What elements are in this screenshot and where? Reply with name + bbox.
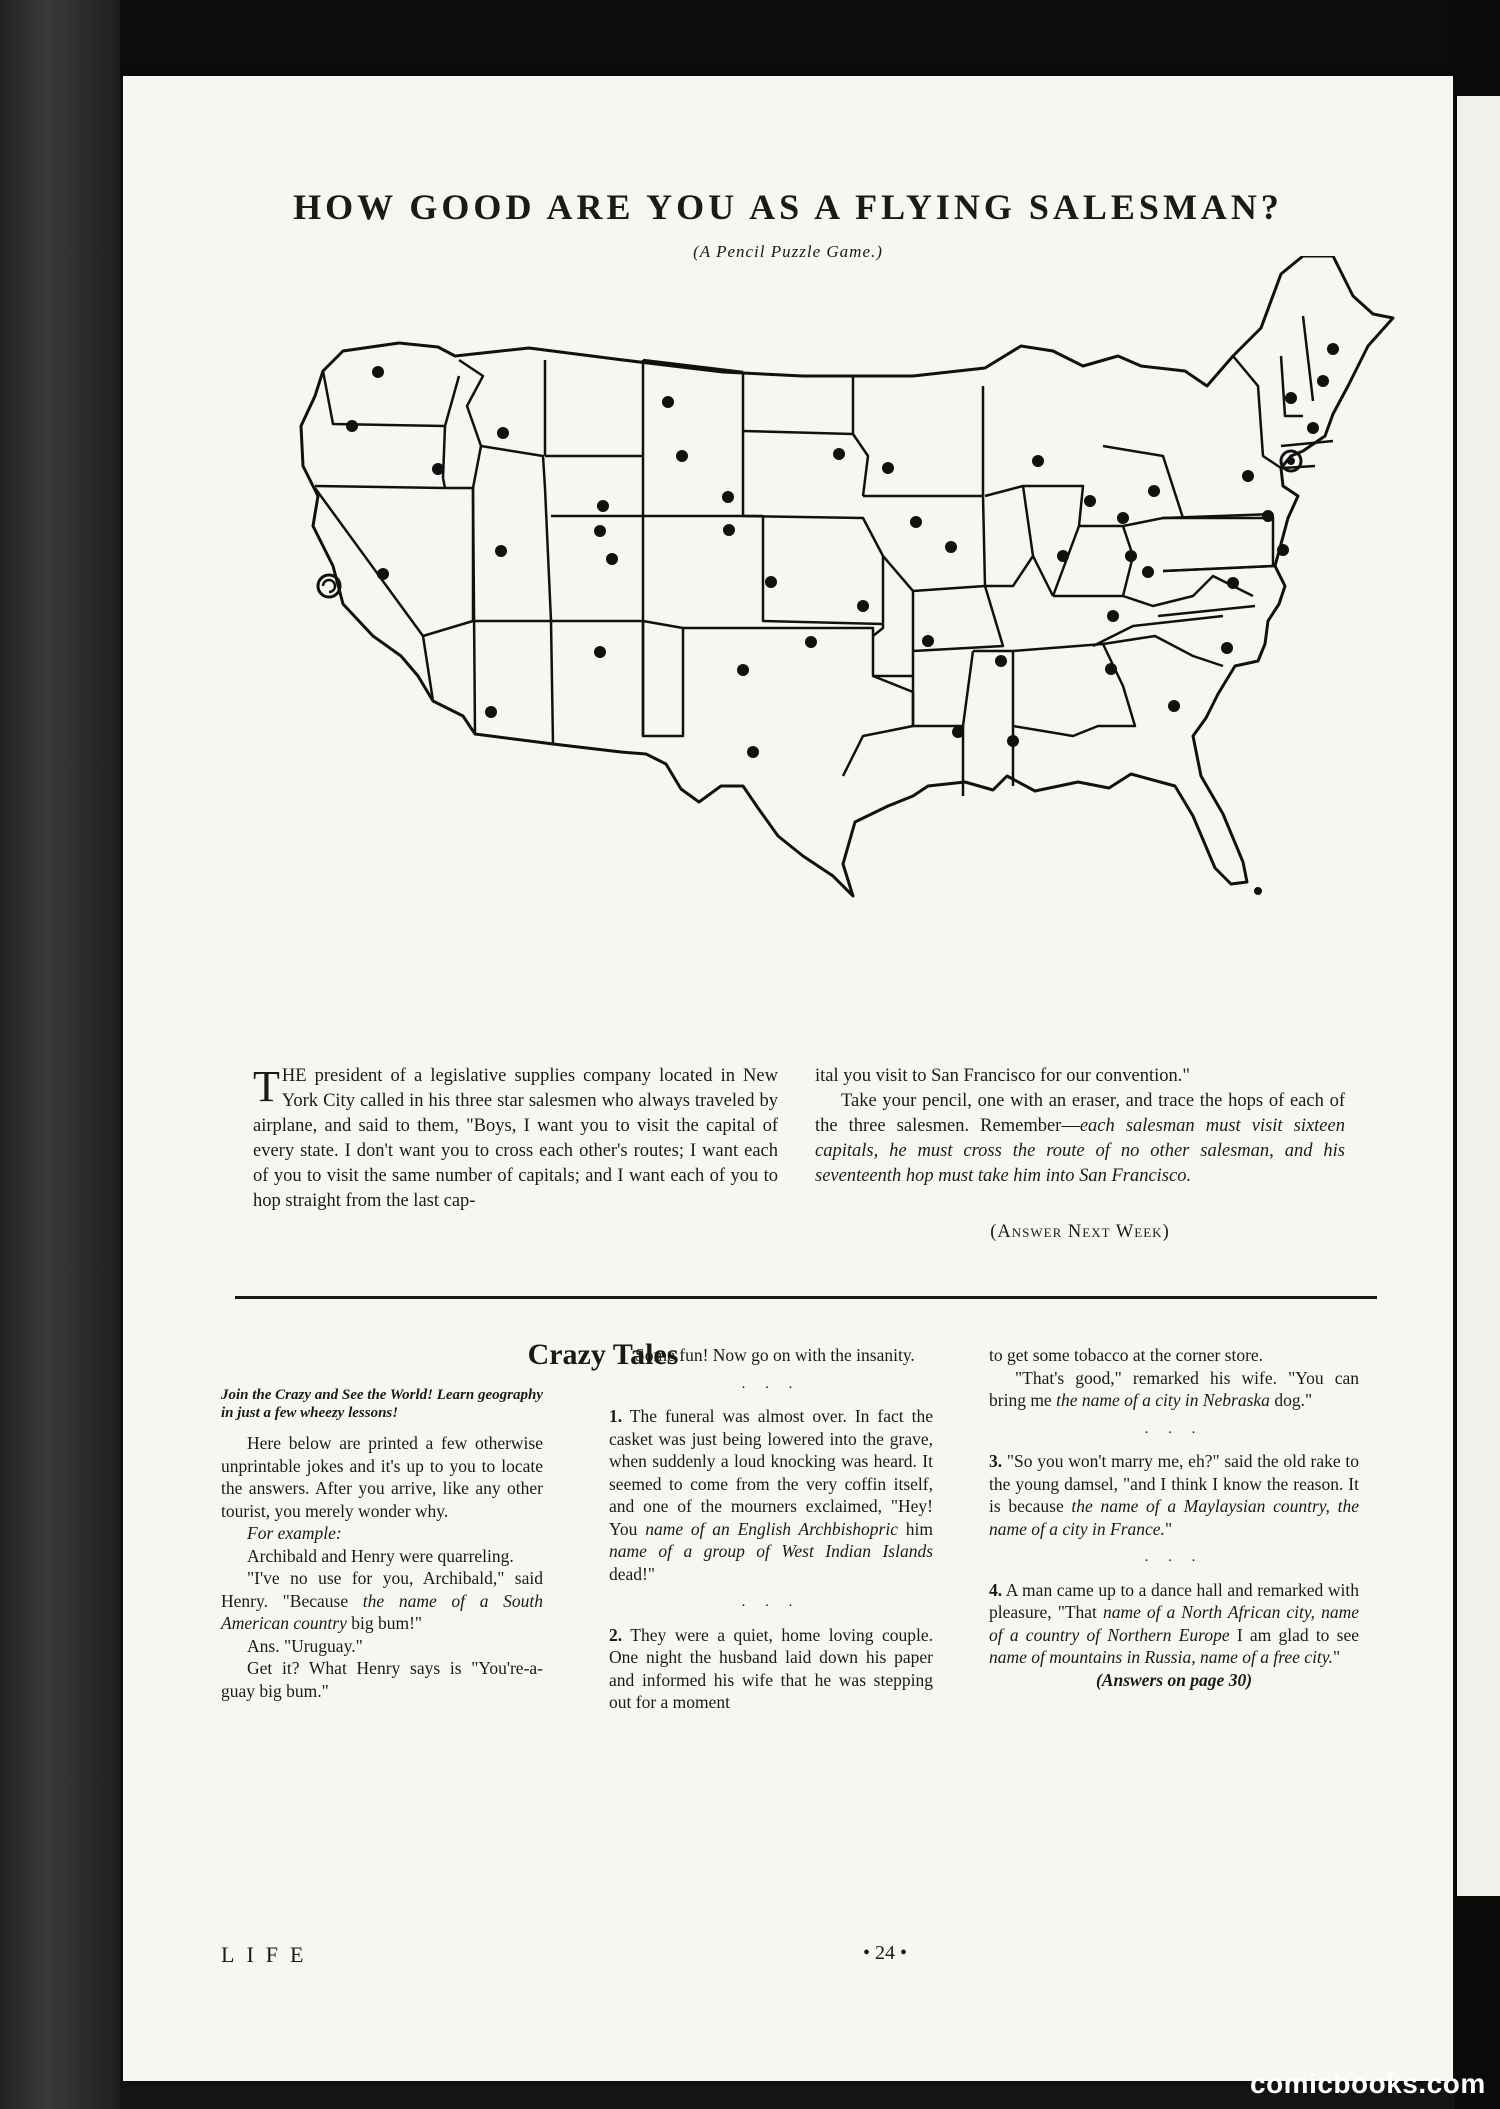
joke-2 [609,1624,933,1714]
drop-cap: T [253,1062,280,1111]
capital-dot [952,726,964,738]
capital-dot [606,553,618,565]
watermark: comicbooks.com [1250,2068,1486,2099]
capital-dot [1057,550,1069,562]
capital-dot [922,635,934,647]
capital-dot [676,450,688,462]
separator-dots: . . . [741,1375,801,1392]
puzzle-intro-right [815,1064,1345,1189]
capital-dot [432,463,444,475]
puzzle-instructions [815,1089,1345,1189]
page-number: • 24 • [863,1942,908,1964]
capital-dot [1107,610,1119,622]
capital-dot [995,655,1007,667]
capital-dot [1317,375,1329,387]
capital-dot [723,524,735,536]
joke-3-clue: the name of a Maylaysian country, the name of a city in France. [989,1496,1359,1539]
capital-dot [1262,510,1274,522]
capital-dot [722,491,734,503]
joke-4-text-e: " [1332,1647,1341,1667]
example-line-1: Archibald and Henry were quarreling. [247,1545,514,1566]
capital-dot [737,664,749,676]
us-outline [301,256,1393,896]
joke-4-clue-1: name of a North African city, name of a country of Northern Europe [989,1602,1359,1645]
example-answer: Ans. "Uruguay." [247,1635,363,1656]
joke-2-number: 2. [609,1624,623,1645]
joke-1-text-e: dead!" [609,1563,656,1584]
capital-dot [833,448,845,460]
capital-dot [594,525,606,537]
crazy-column-3 [989,1344,1359,1691]
joke-2-text-a: They were a quiet, home loving couple. One night the husband laid down his paper and informed his wife that he was stepping out for a moment [609,1624,933,1712]
column-2-open: Some fun! Now go on with the insanity. [635,1345,915,1365]
joke-4-clue-2: name of mountains in Russia, name of a free city. [989,1647,1333,1667]
capital-dot [594,646,606,658]
crazy-kicker: Join the Crazy and See the World! Learn geography in just a few wheezy lessons! [221,1387,543,1421]
crazy-tales-title: Crazy Tales [527,1338,679,1371]
puzzle-rules-italic: each salesman must visit sixteen capitals, he must cross the route of no other salesman, and his seventeenth hop must take him into San Francisco. [815,1116,1345,1186]
capital-dot [372,366,384,378]
capital-dot [1105,663,1117,675]
capital-dot [597,500,609,512]
example-explanation: Get it? What Henry says is "You're-a-guay big bum." [221,1658,543,1701]
capital-dot [1007,735,1019,747]
crazy-column-1 [221,1386,543,1702]
crazy-column-2 [609,1344,933,1714]
capital-dot [662,396,674,408]
us-map-svg [223,256,1500,1136]
joke-2-text-c: "That's good," remarked his wife. "You can bring me [989,1367,1359,1410]
capital-dot [346,420,358,432]
san-francisco-circle-icon [318,575,340,597]
capital-dot [1254,887,1262,895]
section-divider [235,1296,1377,1299]
joke-2-continued: to get some tobacco at the corner store. [989,1345,1264,1365]
separator-dots: . . . [1144,1420,1204,1437]
capital-dot [1142,566,1154,578]
joke-3-text-a: "So you won't marry me, eh?" said the old rake to the young damsel, "and I think I know the reason. It is because [989,1451,1359,1516]
capital-dot [805,636,817,648]
joke-4-text-c: I am glad to see [1229,1624,1359,1645]
example-line-2 [221,1567,543,1635]
joke-1-text-c: him [898,1518,934,1539]
answer-next-week: (Answer Next Week) [990,1222,1170,1242]
capital-dot [1032,455,1044,467]
crazy-intro: Here below are printed a few otherwise unprintable jokes and it's up to you to locate the answers. After you arrive, like any other tourist, you merely wonder why. [221,1433,543,1521]
example-clue: the name of a South American country [221,1590,543,1633]
puzzle-subtitle: (A Pencil Puzzle Game.) [693,242,883,261]
capital-dot [1242,470,1254,482]
capital-dot [1221,642,1233,654]
joke-4 [989,1579,1359,1669]
capital-dot [857,600,869,612]
separator-dots: . . . [741,1594,801,1610]
joke-2-punchline [989,1367,1359,1412]
joke-1-text-a: The funeral was almost over. In fact the casket was just being lowered into the grave, when suddenly a loud knocking was heard. It seemed to come from the very coffin itself, and one of the mourners exclaimed, "Hey! You [609,1406,933,1539]
scan-border-left [0,0,120,2109]
joke-3 [989,1450,1359,1540]
capital-dot [1327,343,1339,355]
joke-4-text-a: A man came up to a dance hall and remarked with pleasure, "That [989,1579,1359,1622]
magazine-page [123,76,1453,2081]
puzzle-intro-right-1: ital you visit to San Francisco for our convention." [815,1066,1190,1086]
joke-3-number: 3. [989,1451,1003,1471]
answers-page-reference: (Answers on page 30) [1095,1669,1253,1690]
joke-1-clue-2: name of a group of West Indian Islands [609,1541,933,1561]
capital-dot [1117,512,1129,524]
capital-dot [1168,700,1180,712]
capital-dot [485,706,497,718]
capital-dot [765,576,777,588]
joke-1 [609,1405,933,1585]
capital-dot [1285,392,1297,404]
magazine-name-footer: LIFE [221,1942,316,1967]
example-line-2a: "I've no use for you, Archibald," said Henry. "Because [221,1568,543,1611]
capital-dot [1125,550,1137,562]
puzzle-intro-left [253,1064,778,1214]
capital-dot [497,427,509,439]
capital-dot [377,568,389,580]
for-example-label: For example: [247,1523,342,1543]
capital-dot [1148,485,1160,497]
capital-dot [747,746,759,758]
capital-dot [495,545,507,557]
capital-dot [1307,422,1319,434]
puzzle-intro-left-text: HE president of a legislative supplies company located in New York City called in his three star salesmen who always traveled by airplane, and said to them, "Boys, I want you to visit the capital of every state. I don't want you to cross each other's routes; I want each of you to visit the same number of capitals; and I want each of you to hop straight from the last cap- [253,1066,778,1211]
scan-border-top [0,0,1500,78]
joke-1-number: 1. [609,1406,623,1426]
puzzle-instructions-text: Take your pencil, one with an eraser, and trace the hops of each of the three salesmen. Remember— [815,1091,1345,1136]
capital-dot [945,541,957,553]
capital-dot [1084,495,1096,507]
joke-2-clue: the name of a city in Nebraska [1056,1390,1270,1410]
capital-dot [1227,577,1239,589]
example-line-2c: big bum!" [346,1613,423,1633]
joke-4-number: 4. [989,1579,1003,1600]
capital-dot [910,516,922,528]
joke-3-text-c: " [1164,1518,1173,1539]
separator-dots: . . . [1144,1549,1204,1565]
capital-dot [882,462,894,474]
puzzle-title: HOW GOOD ARE YOU AS A FLYING SALESMAN? [293,187,1283,227]
us-map [223,256,1500,1136]
joke-1-clue-1: name of an English Archbishopric [645,1518,898,1539]
joke-2-text-e: dog." [1269,1390,1313,1410]
capital-dot [1277,544,1289,556]
